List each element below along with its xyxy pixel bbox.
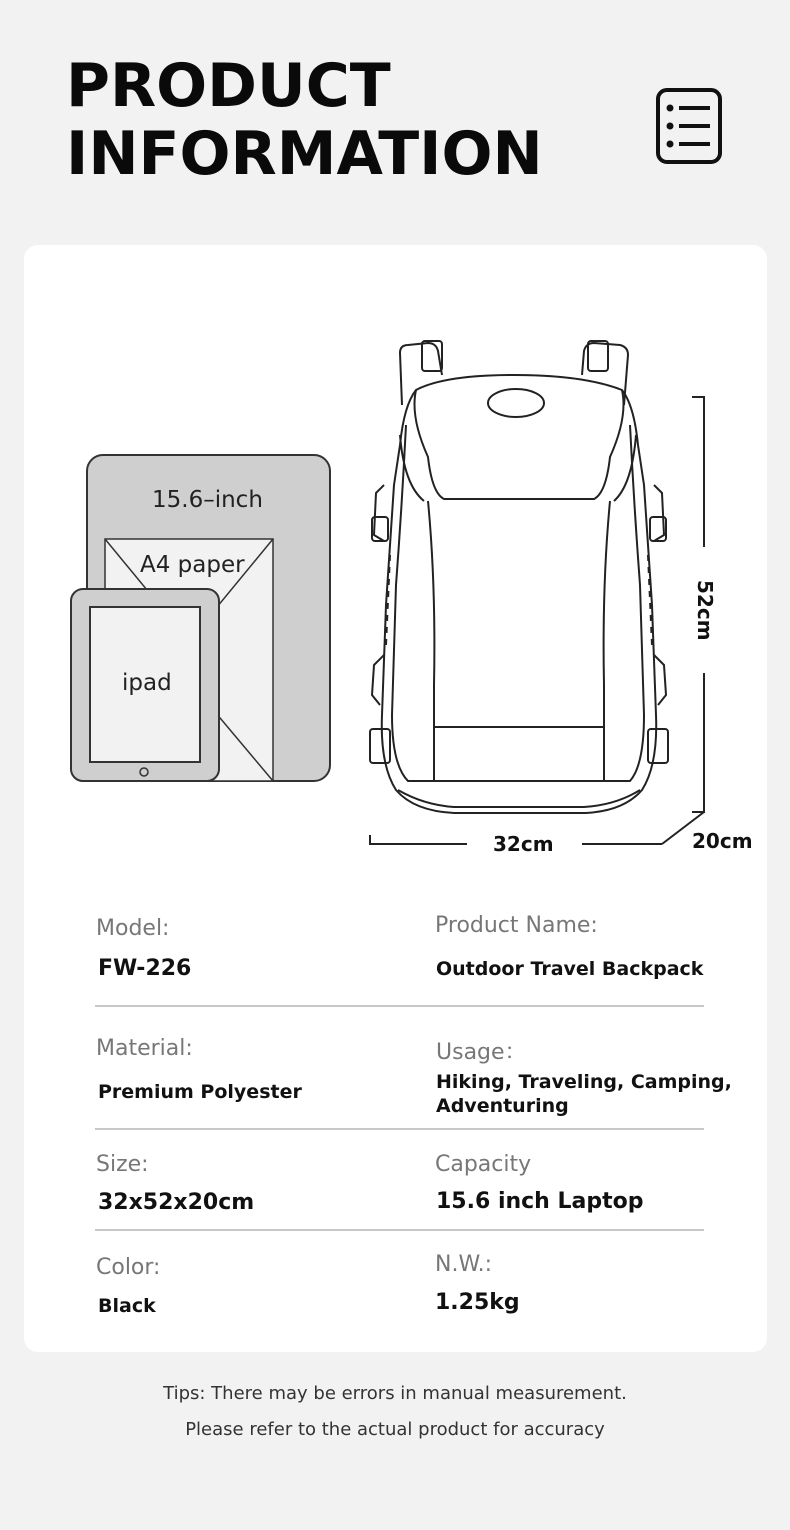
depth-dimension: 20cm <box>692 829 753 853</box>
ipad-label: ipad <box>122 670 172 696</box>
spec-value-usage: Hiking, Traveling, Camping, Adventuring <box>436 1071 732 1117</box>
spec-label-capacity: Capacity <box>435 1152 532 1177</box>
laptop-size-label: 15.6–inch <box>152 487 263 513</box>
a4-paper-label: A4 paper <box>140 552 245 578</box>
spec-label-product-name: Product Name: <box>435 913 598 938</box>
spec-value-size: 32x52x20cm <box>98 1190 255 1215</box>
spec-label-color: Color: <box>96 1255 161 1280</box>
spec-value-color: Black <box>98 1295 156 1317</box>
spec-value-model: FW-226 <box>98 956 192 981</box>
spec-value-product-name: Outdoor Travel Backpack <box>436 958 704 980</box>
dimension-lines <box>370 397 704 844</box>
divider <box>95 1128 704 1130</box>
height-dimension: 52cm <box>693 580 717 641</box>
title-line-2: INFORMATION <box>66 119 543 189</box>
divider <box>95 1005 704 1007</box>
list-icon <box>656 88 722 164</box>
spec-label-size: Size: <box>96 1152 149 1177</box>
title-line-1: PRODUCT <box>66 51 391 121</box>
spec-label-material: Material: <box>96 1036 193 1061</box>
spec-label-usage: Usage： <box>436 1040 527 1065</box>
backpack-drawing <box>370 341 668 813</box>
divider <box>95 1229 704 1231</box>
spec-value-net-weight: 1.25kg <box>435 1290 520 1315</box>
product-info-card <box>24 245 767 1352</box>
spec-label-model: Model: <box>96 916 170 941</box>
spec-value-capacity: 15.6 inch Laptop <box>436 1189 644 1214</box>
spec-label-net-weight: N.W.: <box>435 1252 493 1277</box>
tips-line-1: Tips: There may be errors in manual measurement. <box>163 1383 627 1404</box>
width-dimension: 32cm <box>493 832 554 856</box>
tips-line-2: Please refer to the actual product for accuracy <box>185 1419 605 1440</box>
page-title <box>66 52 543 188</box>
spec-value-material: Premium Polyester <box>98 1081 302 1103</box>
illustration <box>24 245 767 885</box>
